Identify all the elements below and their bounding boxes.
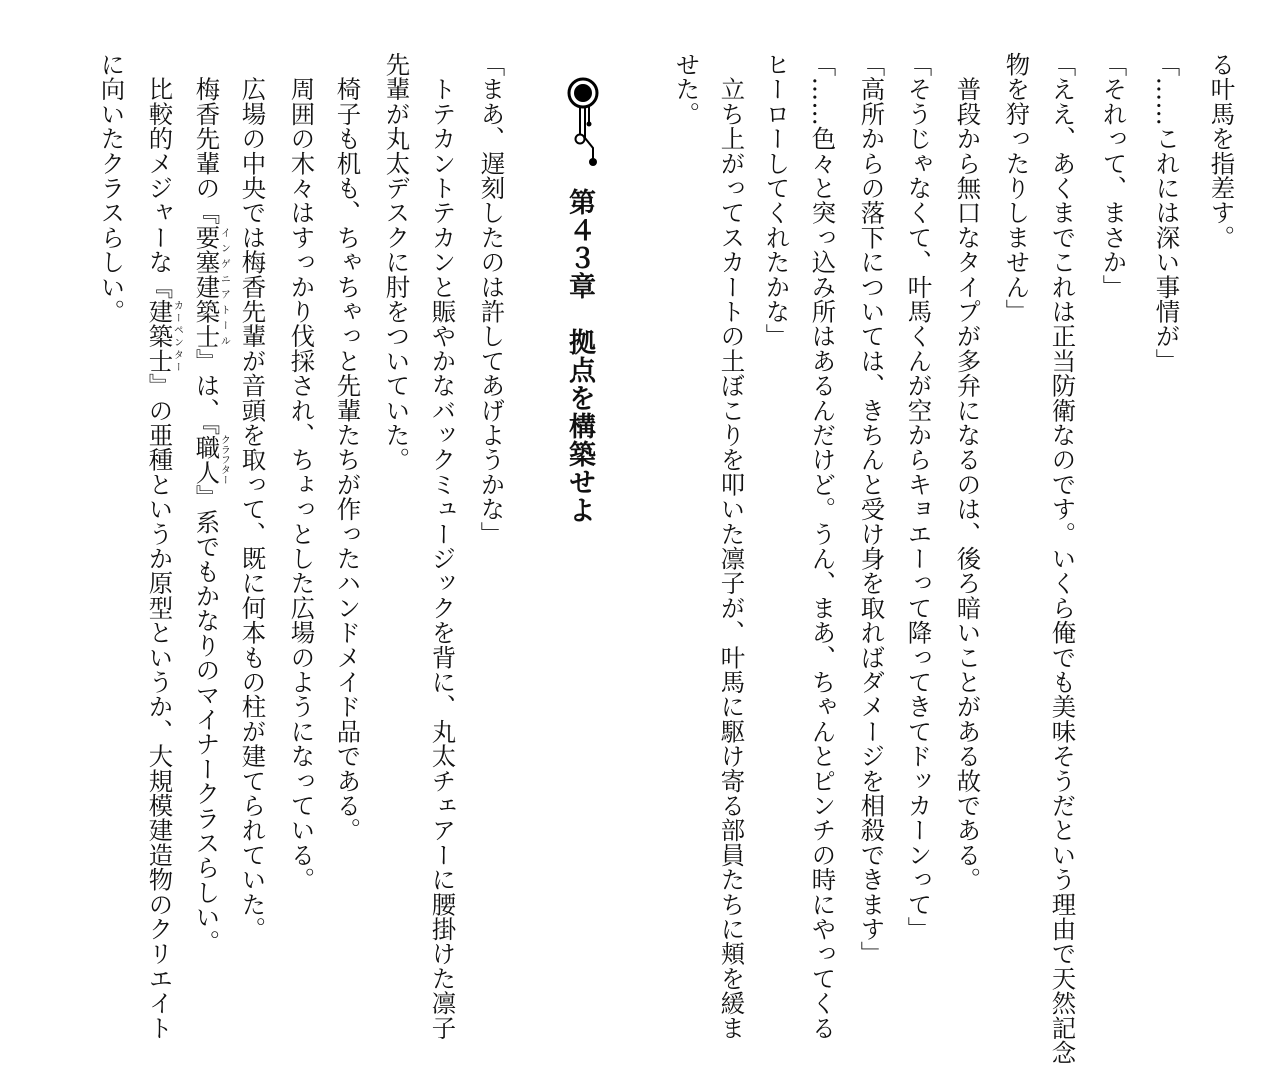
text-line: る叶馬を指差す。: [1206, 52, 1236, 250]
text-line: 「高所からの落下については、きちんと受け身を取ればダメージを相殺できます」: [856, 52, 886, 966]
text-line: 「……色々と突っ込み所はあるんだけど。うん、まあ、ちゃんとピンチの時にやってくる: [807, 52, 837, 1040]
text-line: [193, 52, 229, 954]
text-segment: 』系でもかなりのマイナークラスらしい。: [191, 484, 221, 955]
text-line: 普段から無口なタイプが多弁になるのは、後ろ暗いことがある故である。: [952, 52, 982, 892]
ruby-base: 建築士: [144, 299, 174, 374]
text-line: 立ち上がってスカートの土ぼこりを叩いた凛子が、叶馬に駆け寄る部員たちに頬を緩ま: [716, 52, 746, 1040]
text-line: 先輩が丸太デスクに肘をついていた。: [381, 52, 411, 472]
ruby-word: [191, 434, 230, 485]
text-line: 周囲の木々はすっかり伐採され、ちょっとした広場のようになっている。: [286, 52, 316, 892]
text-line: 「まあ、遅刻したのは許してあげようかな」: [476, 52, 506, 546]
text-line: 「そうじゃなくて、叶馬くんが空からキョエーって降ってきてドッカーンって」: [903, 52, 933, 942]
text-segment: 比較的メジャーな『: [144, 52, 174, 299]
text-segment: 』は、『: [191, 348, 221, 436]
ruby-reading: カーペンター: [171, 299, 183, 374]
circuit-ornament-icon: [566, 76, 606, 168]
ruby-base: 要塞建築士: [191, 224, 221, 349]
ruby-reading: クラフター: [218, 434, 230, 485]
ruby-base: 職人: [191, 434, 221, 485]
text-line: 「それって、まさか」: [1098, 52, 1128, 299]
text-line: [146, 52, 182, 1040]
text-line: せた。: [671, 52, 701, 127]
ruby-word: [191, 224, 230, 349]
text-line: 「ええ、あくまでこれは正当防衛なのです。いくら俺でも美味そうだという理由で天然記念: [1047, 52, 1077, 1065]
ruby-reading: インゲニアトール: [218, 224, 230, 349]
text-line: 広場の中央では梅香先輩が音頭を取って、既に何本もの柱が建てられていた。: [237, 52, 267, 942]
text-line: に向いたクラスらしい。: [96, 52, 126, 324]
text-segment: 』の亜種というか原型というか、大規模建造物のクリエイト: [144, 373, 174, 1041]
ruby-word: [144, 299, 183, 374]
text-segment: 梅香先輩の『: [191, 52, 221, 225]
text-line: 椅子も机も、ちゃちゃっと先輩たちが作ったハンドメイド品である。: [332, 52, 362, 843]
chapter-title: 第４３章 拠点を構築せよ: [564, 188, 595, 524]
text-line: トテカントテカンと賑やかなバックミュージックを背に、丸太チェアーに腰掛けた凛子: [427, 52, 457, 1040]
text-line: 「……これには深い事情が」: [1151, 52, 1181, 374]
text-line: ヒーローしてくれたかな」: [761, 52, 791, 349]
text-line: 物を狩ったりしません」: [1001, 52, 1031, 324]
